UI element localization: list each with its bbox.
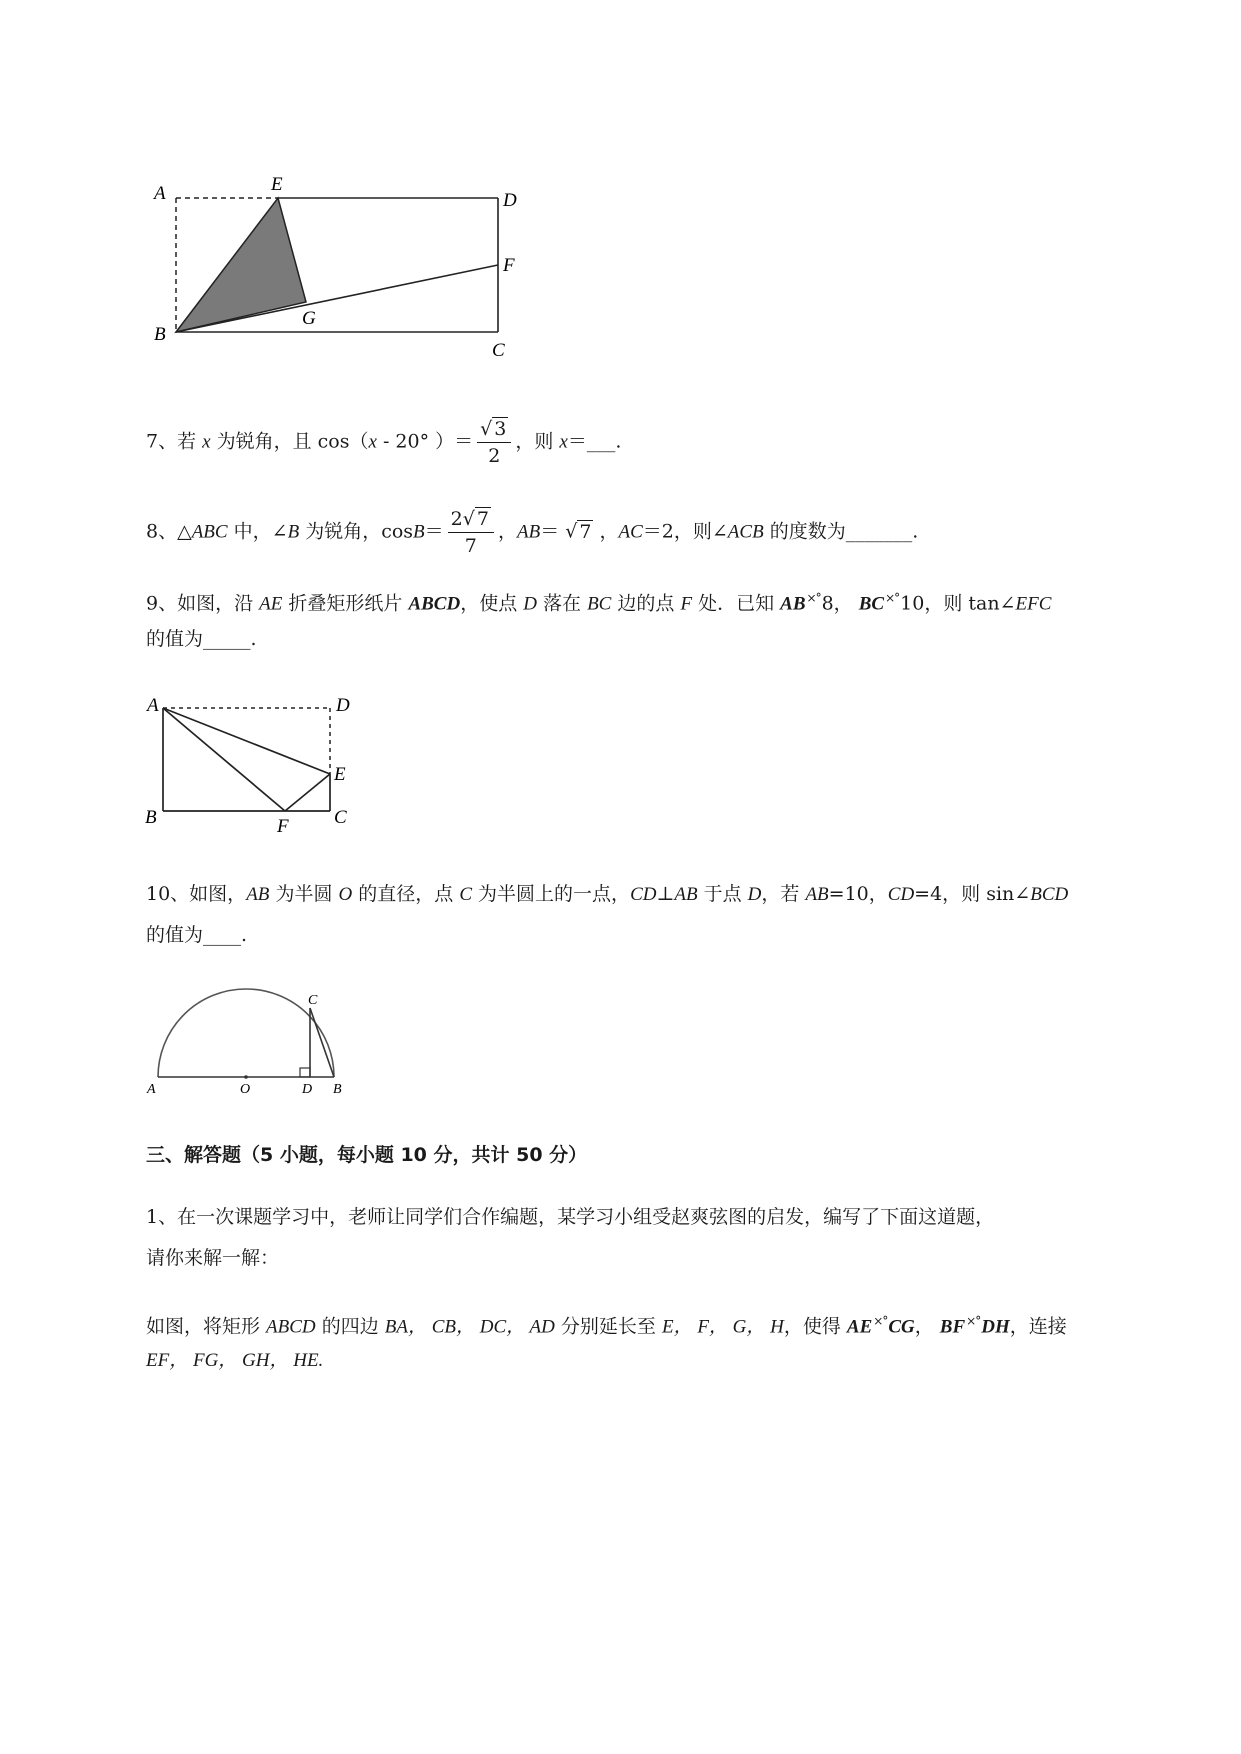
- problem-1-statement: 如图，将矩形 ABCD 的四边 BA， CB， DC， AD 分别延长至 E， F， G， H，使得 AE×°CG， BF×°DH，连接: [146, 1314, 1067, 1338]
- label-A: A: [154, 183, 166, 204]
- label-D: D: [503, 190, 517, 211]
- label-C: C: [308, 993, 318, 1008]
- label-F: F: [277, 816, 289, 837]
- segment-AE: [163, 708, 330, 774]
- label-B: B: [145, 807, 157, 828]
- label-C: C: [334, 807, 347, 828]
- label-O: O: [240, 1082, 251, 1097]
- segment-AF: [163, 708, 285, 811]
- problem-1-statement-line-2: EF， FG， GH， HE.: [146, 1350, 324, 1371]
- segment-CB: [310, 1008, 334, 1077]
- figure-rectangle-abcd-triangle-beg: [140, 160, 540, 360]
- label-F: F: [503, 255, 515, 276]
- label-A: A: [147, 695, 159, 716]
- label-B: B: [154, 324, 166, 345]
- problem-1-line-1: 1、在一次课题学习中，老师让同学们合作编题，某学习小组受赵爽弦图的启发，编写了下面这道题，: [146, 1206, 995, 1228]
- label-E: E: [334, 764, 346, 785]
- figure-semicircle: [140, 975, 360, 1105]
- question-7: 7、若 x 为锐角，且 cos（x - 20° ）＝ $\frac{√ 3}{2}$ ，则 x＝___.: [146, 418, 622, 467]
- label-D: D: [336, 695, 350, 716]
- label-B: B: [333, 1082, 342, 1097]
- question-10-line-2: 的值为____.: [146, 924, 248, 946]
- label-G: G: [302, 308, 316, 329]
- question-8: 8、△ABC 中，∠B 为锐角，cosB＝ $\frac{2√ 7}{7}$ ，AB＝ √ 7 ，AC＝2，则∠ACB 的度数为_______.: [146, 508, 919, 557]
- label-E: E: [271, 174, 283, 195]
- figure-folded-rectangle: [140, 690, 370, 840]
- shaded-triangle-BEG: [176, 198, 306, 332]
- question-9-line-2: 的值为_____.: [146, 628, 257, 650]
- label-D: D: [302, 1082, 313, 1097]
- center-point-O: [244, 1075, 248, 1079]
- question-9: 9、如图，沿 AE 折叠矩形纸片 ABCD，使点 D 落在 BC 边的点 F 处．已知 AB×°8， BC×°10，则 tan∠EFC: [146, 591, 1052, 615]
- label-A: A: [147, 1082, 156, 1097]
- question-10: 10、如图，AB 为半圆 O 的直径，点 C 为半圆上的一点，CD⊥AB 于点 D，若 AB=10，CD=4，则 sin∠BCD: [146, 883, 1069, 905]
- right-angle-mark: [300, 1068, 310, 1077]
- segment-FE: [285, 774, 330, 811]
- label-C: C: [492, 340, 505, 360]
- section-3-heading: 三、解答题（5 小题，每小题 10 分，共计 50 分）: [146, 1144, 588, 1166]
- problem-1-line-2: 请你来解一解：: [146, 1247, 280, 1269]
- fraction-sqrt3-over-2: $\frac{√ 3}{2}$: [477, 416, 511, 469]
- fraction-2sqrt7-over-7: $\frac{2√ 7}{7}$: [448, 506, 494, 559]
